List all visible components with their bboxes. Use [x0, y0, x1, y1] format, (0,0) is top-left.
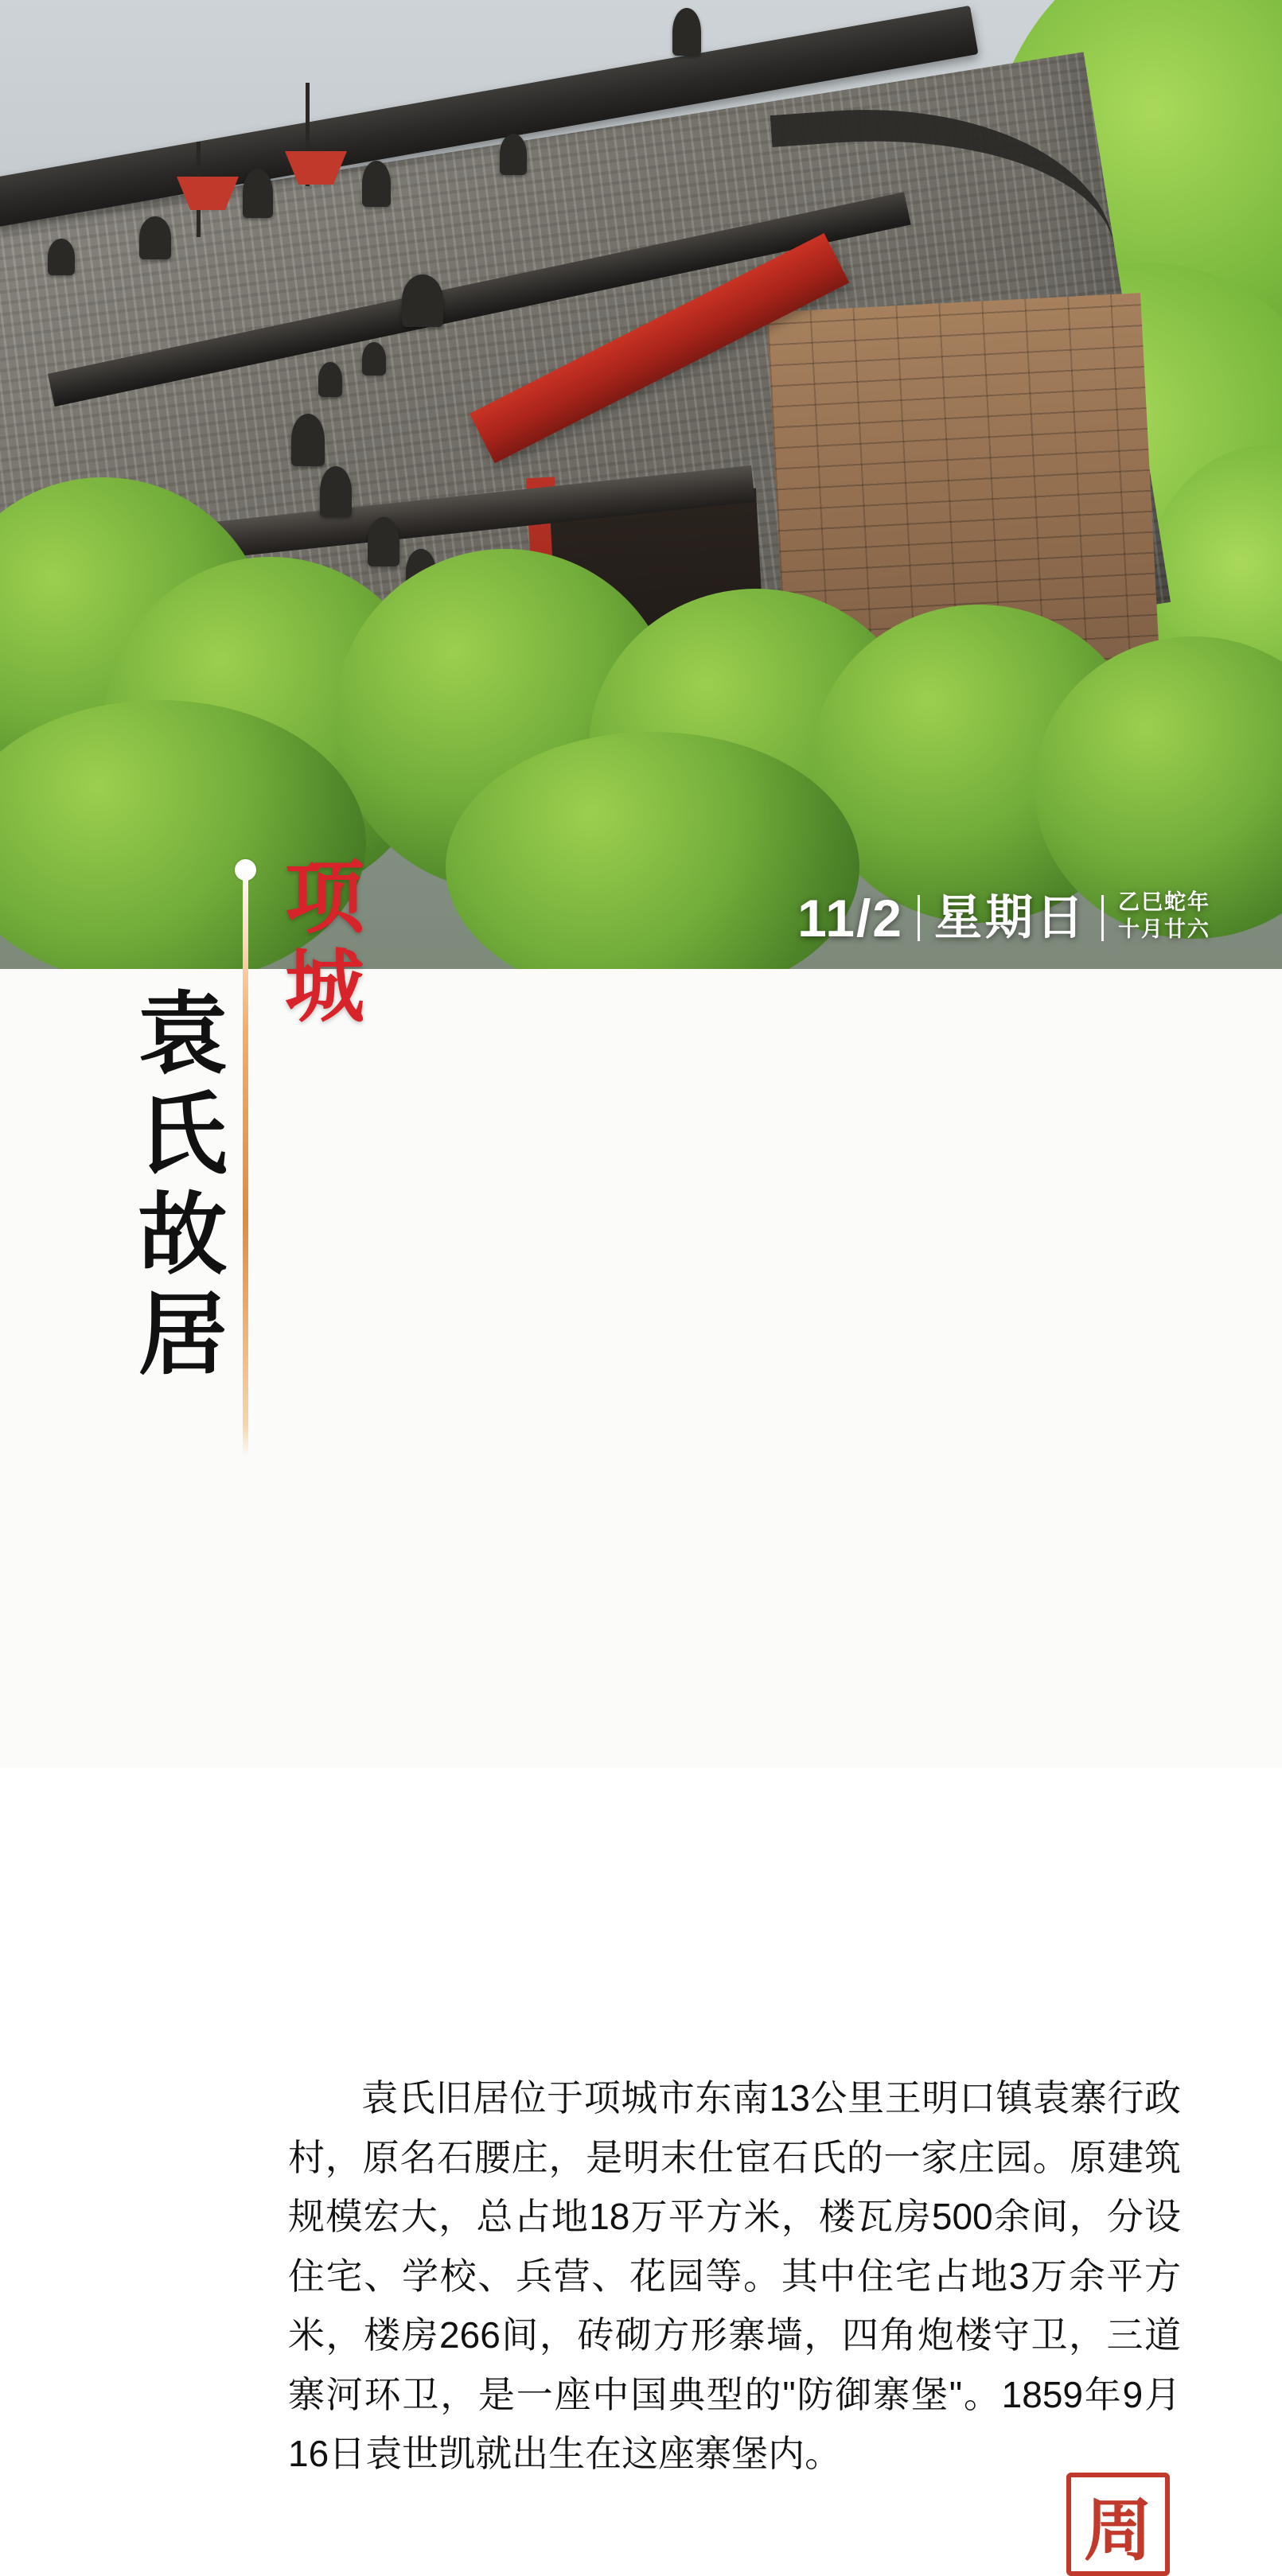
eave-beast-3	[368, 517, 399, 566]
page-title: 袁氏故居	[123, 986, 228, 1387]
eave-beast-6	[362, 342, 386, 376]
eave-beast-1	[291, 414, 325, 466]
seal-stamp: 周	[1066, 2473, 1170, 2576]
city-name-char-1: 项	[285, 850, 366, 944]
ridge-beast-3	[243, 169, 273, 218]
ridge-beast-6	[672, 8, 701, 56]
date-divider-1	[918, 895, 920, 941]
ridge-beast-1	[48, 239, 75, 275]
lunar-day: 十月廿六	[1118, 917, 1210, 941]
lunar-year: 乙巳蛇年	[1118, 890, 1210, 915]
date-divider-2	[1101, 895, 1104, 941]
ridge-beast-5	[500, 134, 527, 175]
date-strip	[0, 867, 1282, 969]
city-name	[285, 850, 404, 1033]
article-body: 袁氏旧居位于项城市东南13公里王明口镇袁寨行政村，原名石腰庄，是明末仕宦石氏的一家庄园。原建筑规模宏大，总占地18万平方米，楼瓦房500余间，分设住宅、学校、兵营、花园等。其中住宅占地3万余平方米，楼房266间，砖砌方形寨墙，四角炮楼守卫，三道寨河环卫，是一座中国典型的"防御寨堡"。1859年9月16日袁世凯就出生在这座寨堡内。	[288, 2077, 1181, 2475]
city-name-char-2: 城	[285, 940, 366, 1033]
vertical-divider-rule	[243, 867, 248, 1456]
dragon-finial	[402, 274, 443, 327]
weekday-value: 星期日	[934, 891, 1087, 944]
hero-photo	[0, 0, 1282, 969]
lunar-date-block	[1118, 889, 1210, 944]
ridge-beast-2	[139, 216, 171, 259]
date-value: 11/2	[797, 889, 903, 948]
eave-beast-2	[320, 466, 352, 517]
eave-beast-5	[318, 362, 342, 397]
ridge-beast-4	[362, 161, 391, 207]
